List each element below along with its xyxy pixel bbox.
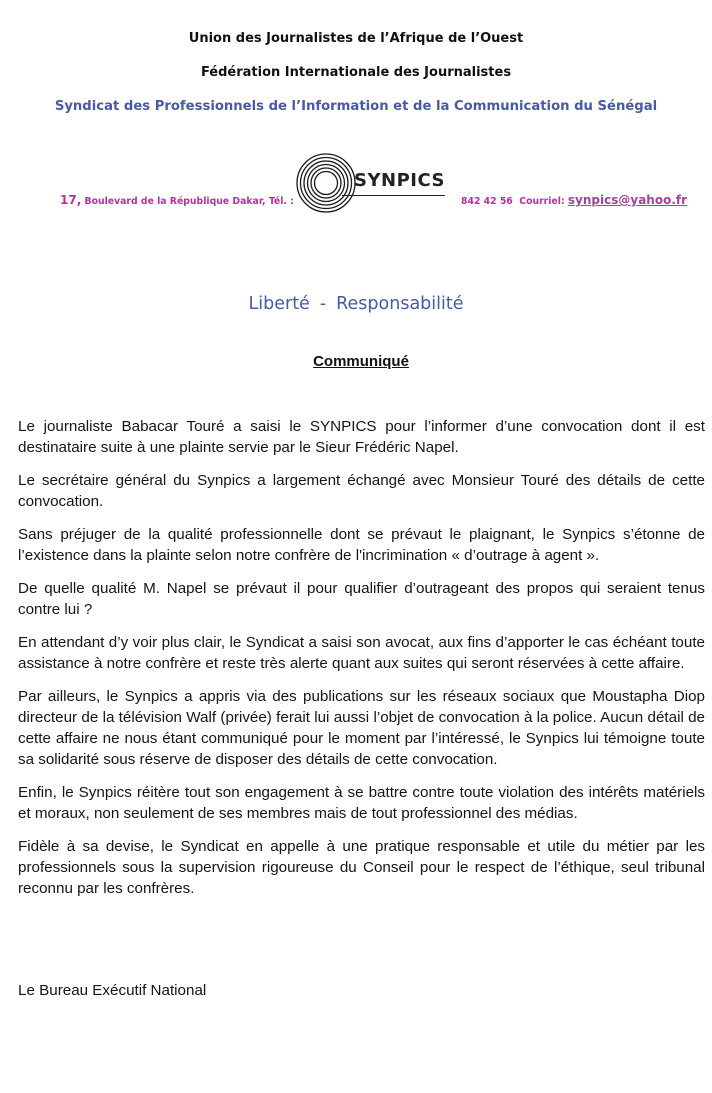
contact-phone-email [461, 193, 687, 207]
email-link[interactable]: synpics@yahoo.fr [567, 193, 688, 207]
paragraph: En attendant d’y voir plus clair, le Syndicat a saisi son avocat, aux fins d’apporter le cas échéant toute assistance à notre confrère et reste très alerte quant aux suites qui seront réservées à cette affaire. [18, 634, 705, 672]
paragraph: De quelle qualité M. Napel se prévaut il pour qualifier d’outrageant des propos qui seraient tenus contre lui ? [18, 580, 705, 618]
concentric-circles-logo-icon [296, 150, 356, 216]
contact-address [60, 193, 294, 207]
document-title: Communiqué [313, 353, 409, 370]
paragraph: Fidèle à sa devise, le Syndicat en appelle à une pratique responsable et utile du métier par les professionnels sous la supervision rigoureuse du Conseil pour le respect de l’éthique, seul tribunal reconnu par les confrères. [18, 838, 705, 897]
email-label: Courriel: [519, 196, 565, 207]
synpics-logo [296, 150, 446, 216]
motto-liberte: Liberté [248, 294, 310, 314]
header-union-line: Union des Journalistes de l’Afrique de l’Ouest [188, 31, 524, 46]
paragraph: Par ailleurs, le Synpics a appris via des publications sur les réseaux sociaux que Moustapha Diop directeur de la télévision Walf (privée) ferait lui aussi l’objet de convocation à la police. Aucun détail de cette affaire ne nous étant communiqué pour le moment par l’intéressé, le Synpics lui témoigne toute sa solidarité sous réserve de disposer des détails de cette convocation. [18, 688, 705, 768]
paragraph: Enfin, le Synpics réitère tout son engagement à se battre contre toute violation des intérêts matériels et moraux, non seulement de ses membres mais de tout professionnel des médias. [18, 784, 705, 822]
paragraph: Le journaliste Babacar Touré a saisi le SYNPICS pour l’informer d’une convocation dont il est destinataire suite à une plainte servie par le Sieur Frédéric Napel. [18, 418, 705, 456]
logo-underline [342, 195, 445, 196]
address-text: Boulevard de la République Dakar, Tél. : [84, 196, 294, 207]
address-number: 17, [60, 193, 82, 207]
header-federation-line: Fédération Internationale des Journalistes [200, 65, 512, 80]
logo-wordmark: SYNPICS [354, 170, 445, 191]
paragraph: Sans préjuger de la qualité professionnelle dont se prévaut le plaignant, le Synpics s’étonne de l’existence dans la plainte selon notre confrère de l'incrimination « d’outrage à agent ». [18, 526, 705, 564]
header-syndicate-line: Syndicat des Professionnels de l’Information et de la Communication du Sénégal [54, 99, 658, 114]
motto [0, 294, 712, 314]
paragraph: Le secrétaire général du Synpics a largement échangé avec Monsieur Touré des détails de cette convocation. [18, 472, 705, 510]
document-body [18, 416, 705, 911]
motto-responsabilite: Responsabilité [336, 294, 464, 314]
motto-separator: - [319, 294, 327, 314]
phone-number: 842 42 56 [461, 196, 513, 207]
signature: Le Bureau Exécutif National [18, 982, 207, 999]
